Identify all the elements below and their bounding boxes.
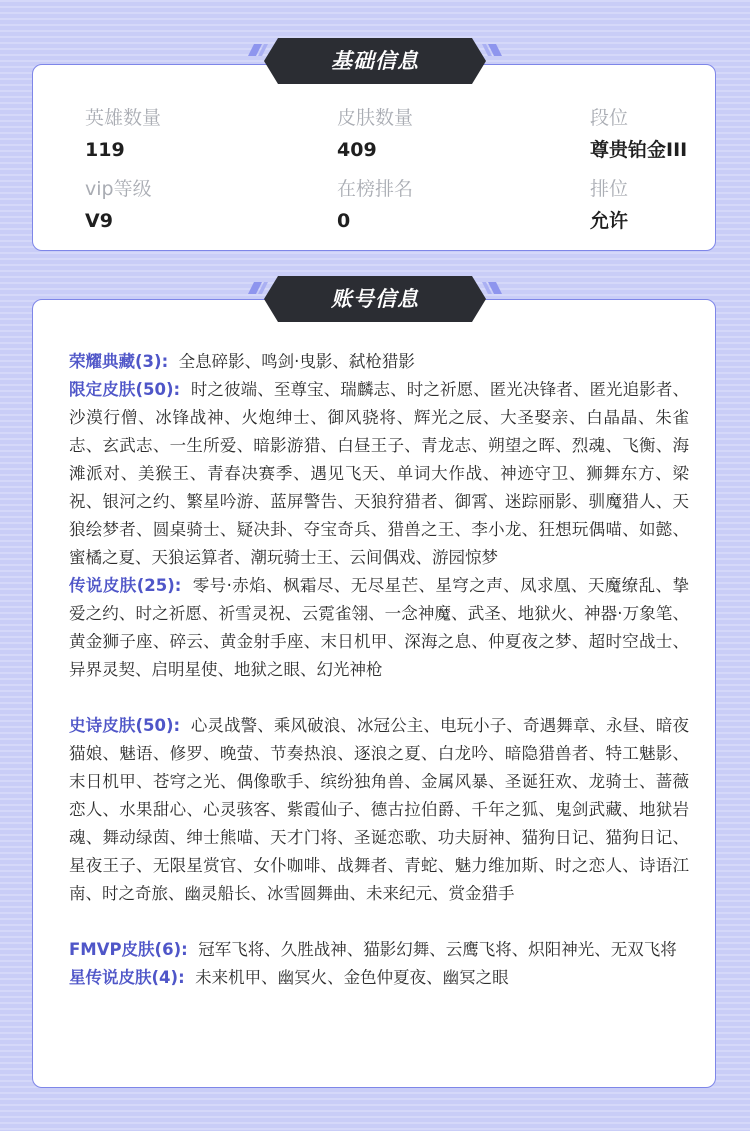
section-items: 冠军飞将、久胜战神、猫影幻舞、云鹰飞将、炽阳神光、无双飞将 [198,940,677,959]
stat-value: 409 [337,139,377,161]
account-info-card [32,299,716,1088]
account-info-title: 账号信息 [331,287,419,311]
section-label: 星传说皮肤(4): [69,968,185,987]
section-items: 时之彼端、至尊宝、瑞麟志、时之祈愿、匿光决锋者、匿光追影者、沙漠行僧、冰锋战神、火炮绅士、御风骁将、辉光之辰、大圣娶亲、白晶晶、朱雀志、玄武志、一生所爱、暗影游猎、白昼王子、青龙志、朔望之晖、烈魂、飞衡、海滩派对、美猴王、青春决赛季、遇见飞天、单词大作战、神迹守卫、狮舞东方、梁祝、银河之约、繁星吟游、蓝屏警告、天狼狩猎者、御霄、迷踪丽影、驯魔猎人、天狼绘梦者、圆桌骑士、疑决卦、夺宝奇兵、猎兽之王、李小龙、狂想玩偶喵、如懿、蜜橘之夏、天狼运算者、潮玩骑士王、云间偶戏、游园惊梦 [69,380,689,567]
stat-rank-tier [590,105,687,163]
stat-value: 0 [337,210,351,232]
section-label: FMVP皮肤(6): [69,940,188,959]
stat-label: 在榜排名 [337,178,414,200]
stat-value: 允许 [590,210,629,232]
stat-label: vip等级 [85,178,152,200]
section-label: 传说皮肤(25): [69,576,182,595]
stat-vip-level [85,176,152,234]
section-glory-collection [69,348,689,376]
section-fmvp-skins [69,936,689,964]
stat-leaderboard-rank [337,176,413,234]
stat-label: 英雄数量 [85,107,162,129]
section-star-legend-skins [69,964,689,992]
section-label: 荣耀典藏(3): [69,352,169,371]
stat-skin-count [337,105,413,163]
section-items: 未来机甲、幽冥火、金色仲夏夜、幽冥之眼 [195,968,509,987]
basic-info-banner [248,38,502,84]
stat-label: 段位 [590,107,629,129]
section-epic-skins [69,712,689,908]
stat-ranked-allowed [590,176,628,234]
section-items: 心灵战警、乘风破浪、冰冠公主、电玩小子、奇遇舞章、永昼、暗夜猫娘、魅语、修罗、晚萤、节奏热浪、逐浪之夏、白龙吟、暗隐猎兽者、特工魅影、末日机甲、苍穹之光、偶像歌手、缤纷独角兽、金属风暴、圣诞狂欢、龙骑士、蔷薇恋人、水果甜心、心灵骇客、紫霞仙子、德古拉伯爵、千年之狐、鬼剑武藏、地狱岩魂、舞动绿茵、绅士熊喵、天才门将、圣诞恋歌、功夫厨神、猫狗日记、猫狗日记、星夜王子、无限星赏官、女仆咖啡、战舞者、青蛇、魅力维加斯、时之恋人、诗语江南、时之奇旅、幽灵船长、冰雪圆舞曲、未来纪元、赏金猎手 [69,716,689,903]
account-info-banner [248,276,502,322]
stat-label: 皮肤数量 [337,107,414,129]
basic-info-card [32,64,716,251]
section-limited-skins [69,376,689,572]
stat-value: V9 [85,210,113,232]
section-items: 零号·赤焰、枫霜尽、无尽星芒、星穹之声、凤求凰、天魔缭乱、挚爱之约、时之祈愿、祈雪灵祝、云霓雀翎、一念神魔、武圣、地狱火、神器·万象笔、黄金狮子座、碎云、黄金射手座、末日机甲、深海之息、仲夏夜之梦、超时空战士、异界灵契、启明星使、地狱之眼、幻光神枪 [69,576,689,679]
stat-label: 排位 [590,178,629,200]
stat-hero-count [85,105,161,163]
account-body [69,348,689,992]
section-legend-skins [69,572,689,684]
basic-info-title: 基础信息 [331,49,419,73]
stat-value: 尊贵铂金III [590,139,688,161]
section-items: 全息碎影、鸣剑·曳影、弑枪猎影 [178,352,415,371]
section-label: 史诗皮肤(50): [69,716,181,735]
section-label: 限定皮肤(50): [69,380,181,399]
stat-value: 119 [85,139,125,161]
